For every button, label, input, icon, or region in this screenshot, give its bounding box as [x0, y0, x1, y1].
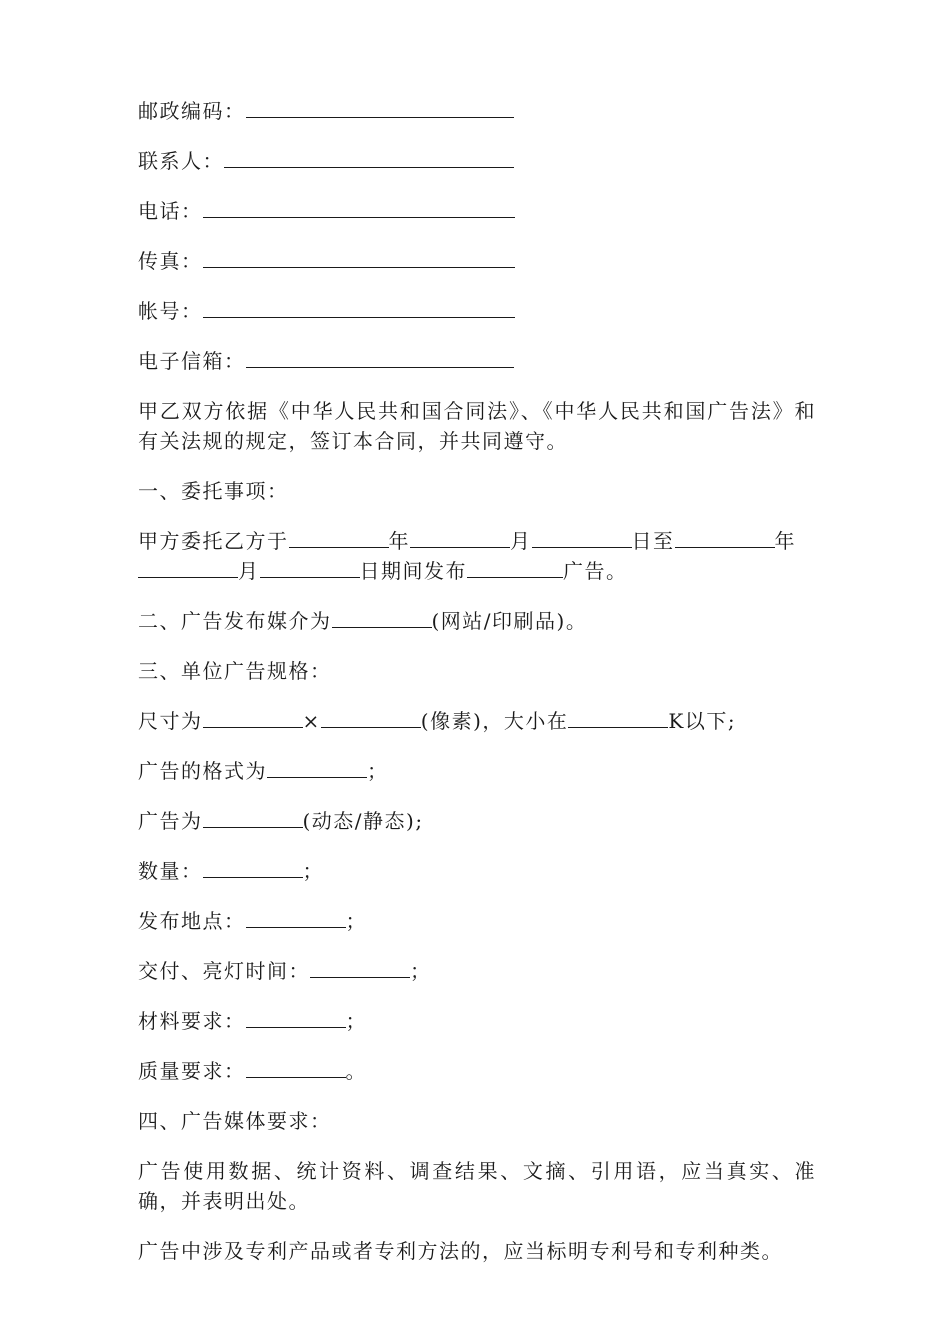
account-line [138, 296, 816, 326]
contact-person-line [138, 146, 816, 176]
quantity-blank[interactable] [203, 859, 303, 878]
height-blank[interactable] [321, 709, 421, 728]
section3-title: 三、单位广告规格： [138, 659, 332, 683]
postcode-label: 邮政编码： [138, 99, 246, 123]
material-prefix: 材料要求： [138, 1009, 246, 1033]
fax-blank[interactable] [203, 249, 515, 268]
quality-line [138, 1056, 816, 1086]
section2-prefix: 二、广告发布媒介为 [138, 609, 332, 633]
section1-text-start: 甲方委托乙方于 [138, 529, 289, 553]
quantity-line [138, 856, 816, 886]
contract-body [138, 96, 816, 1266]
section2-suffix: (网站/印刷品)。 [431, 609, 588, 633]
format-suffix: ； [367, 759, 389, 783]
quantity-prefix: 数量： [138, 859, 203, 883]
phone-blank[interactable] [203, 199, 515, 218]
start-year-blank[interactable] [289, 529, 389, 548]
ad-name-blank[interactable] [467, 559, 563, 578]
contact-person-label: 联系人： [138, 149, 224, 173]
section2-line [138, 606, 816, 636]
type-blank[interactable] [203, 809, 303, 828]
place-line [138, 906, 816, 936]
day-to-label: 日至 [631, 529, 675, 553]
size-line [138, 706, 816, 736]
postcode-blank[interactable] [246, 99, 514, 118]
place-prefix: 发布地点： [138, 909, 246, 933]
width-blank[interactable] [203, 709, 303, 728]
quantity-suffix: ； [302, 859, 324, 883]
section4-paragraph-2: 广告中涉及专利产品或者专利方法的，应当标明专利号和专利种类。 [138, 1239, 783, 1263]
delivery-blank[interactable] [310, 959, 410, 978]
email-blank[interactable] [246, 349, 514, 368]
delivery-suffix: ； [410, 959, 432, 983]
size-mid: (像素)，大小在 [420, 709, 569, 733]
type-suffix: (动态/静态); [302, 809, 424, 833]
delivery-prefix: 交付、亮灯时间： [138, 959, 310, 983]
fax-label: 传真： [138, 249, 203, 273]
filesize-blank[interactable] [568, 709, 668, 728]
section4-paragraph-1: 广告使用数据、统计资料、调查结果、文摘、引用语，应当真实、准确，并表明出处。 [138, 1159, 816, 1213]
section1-paragraph [138, 526, 816, 586]
format-prefix: 广告的格式为 [138, 759, 267, 783]
postcode-line [138, 96, 816, 126]
place-suffix: ； [345, 909, 367, 933]
intro-paragraph: 甲乙双方依据《中华人民共和国合同法》、《中华人民共和国广告法》和有关法规的规定，签订本合同，并共同遵守。 [138, 399, 816, 453]
material-blank[interactable] [246, 1009, 346, 1028]
quality-blank[interactable] [246, 1059, 346, 1078]
end-year-blank[interactable] [675, 529, 775, 548]
year-label: 年 [388, 529, 410, 553]
month-label: 月 [510, 529, 532, 553]
quality-suffix: 。 [345, 1059, 367, 1083]
material-line [138, 1006, 816, 1036]
media-blank[interactable] [332, 609, 432, 628]
section1-tail: 广告。 [563, 559, 628, 583]
quality-prefix: 质量要求： [138, 1059, 246, 1083]
size-suffix: K以下; [668, 709, 737, 733]
section4-title: 四、广告媒体要求： [138, 1109, 332, 1133]
start-day-blank[interactable] [532, 529, 632, 548]
email-label: 电子信箱： [138, 349, 246, 373]
year-label-2: 年 [774, 529, 796, 553]
account-blank[interactable] [203, 299, 515, 318]
section1-title: 一、委托事项： [138, 479, 289, 503]
end-month-blank[interactable] [138, 559, 238, 578]
format-blank[interactable] [267, 759, 367, 778]
delivery-line [138, 956, 816, 986]
account-label: 帐号： [138, 299, 203, 323]
phone-label: 电话： [138, 199, 203, 223]
month-label-2: 月 [238, 559, 260, 583]
phone-line [138, 196, 816, 226]
fax-line [138, 246, 816, 276]
type-line [138, 806, 816, 836]
email-line [138, 346, 816, 376]
format-line [138, 756, 816, 786]
times-sign: × [302, 709, 321, 733]
place-blank[interactable] [246, 909, 346, 928]
day-period-label: 日期间发布 [359, 559, 467, 583]
end-day-blank[interactable] [260, 559, 360, 578]
type-prefix: 广告为 [138, 809, 203, 833]
material-suffix: ； [345, 1009, 367, 1033]
size-prefix: 尺寸为 [138, 709, 203, 733]
start-month-blank[interactable] [410, 529, 510, 548]
contact-person-blank[interactable] [224, 149, 514, 168]
